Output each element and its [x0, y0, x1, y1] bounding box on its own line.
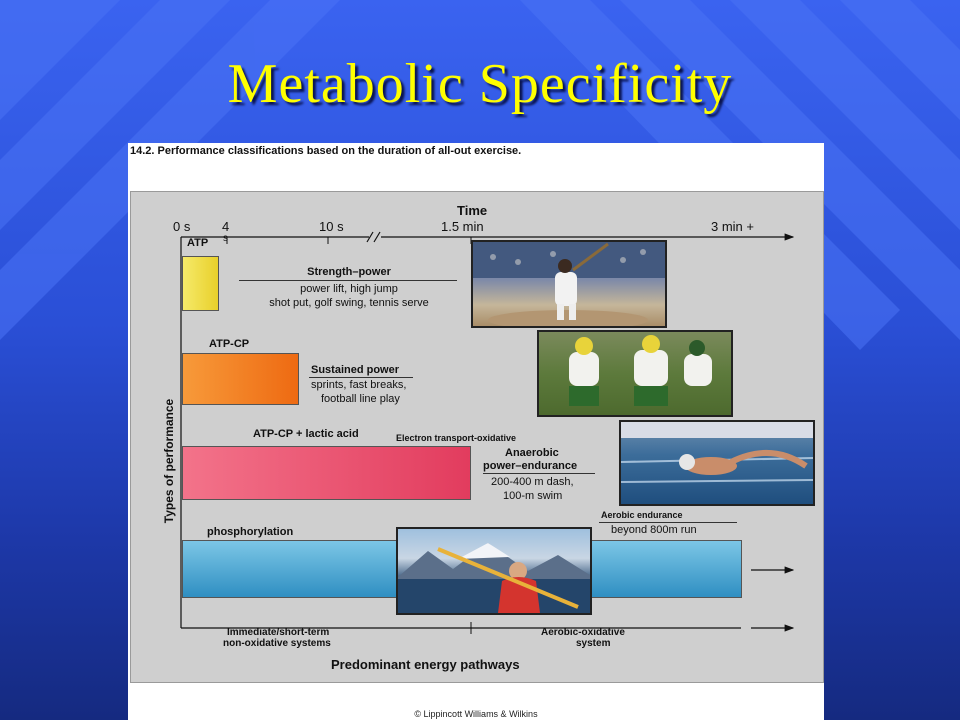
pathway-right-2: system	[576, 638, 611, 649]
row-atp-line-2: shot put, golf swing, tennis serve	[269, 297, 429, 309]
diagram-panel	[130, 191, 824, 683]
bar-atpcp	[182, 353, 299, 405]
swimmer-photo	[619, 420, 815, 506]
row-aerobic-rule	[599, 522, 737, 523]
pathway-left-2: non-oxidative systems	[223, 638, 331, 649]
row-atp-system: ATP	[187, 237, 209, 249]
y-axis-label: Types of performance	[162, 398, 177, 524]
row-lactic-system-2: Electron transport-oxidative	[396, 433, 517, 443]
row-aerobic-system: phosphorylation	[207, 526, 294, 538]
row-lactic-line-1: 200-400 m dash,	[491, 476, 574, 488]
row-lactic-system: ATP-CP + lactic acid	[253, 428, 359, 440]
row-atpcp-rule	[309, 377, 413, 378]
tick-1-5min: 1.5 min	[441, 219, 484, 234]
tick-10s: 10 s	[319, 219, 344, 234]
row-atp-line-1: power lift, high jump	[300, 283, 398, 295]
slide-title: Metabolic Specificity	[227, 53, 733, 115]
figure-credit: © Lippincott Williams & Wilkins	[414, 709, 538, 719]
x-axis-label: Predominant energy pathways	[331, 657, 520, 672]
row-lactic-heading-2: power–endurance	[483, 460, 578, 472]
row-atpcp-line-1: sprints, fast breaks,	[311, 379, 407, 391]
row-atp-rule	[239, 280, 457, 281]
row-atpcp-system: ATP-CP	[209, 338, 250, 350]
row-aerobic-line-1: beyond 800m run	[611, 524, 697, 536]
row-lactic-line-2: 100-m swim	[503, 490, 563, 502]
pathway-left-1: Immediate/short-term	[227, 627, 330, 638]
bar-lactic	[182, 446, 471, 500]
row-atpcp-heading: Sustained power	[311, 364, 400, 376]
row-aerobic-heading: Aerobic endurance	[601, 510, 683, 520]
pathway-right-1: Aerobic-oxidative	[541, 627, 625, 638]
bar-atp	[182, 256, 219, 311]
figure-caption: 14.2. Performance classifications based on the duration of all-out exercise.	[130, 145, 522, 157]
row-lactic-rule	[483, 473, 595, 474]
tick-4: 4	[222, 219, 230, 234]
figure	[128, 143, 824, 720]
row-atpcp-line-2: football line play	[321, 393, 400, 405]
row-lactic-heading: Anaerobic	[505, 447, 559, 459]
tick-0s: 0 s	[173, 219, 191, 234]
baseball-batter-photo	[471, 240, 667, 328]
football-players-photo	[537, 330, 733, 417]
tick-3min: 3 min +	[711, 219, 754, 234]
tick-4-unit: s	[223, 233, 228, 244]
axis-title: Time	[457, 203, 488, 218]
row-atp-heading: Strength–power	[307, 266, 391, 278]
kayaker-photo	[396, 527, 592, 615]
